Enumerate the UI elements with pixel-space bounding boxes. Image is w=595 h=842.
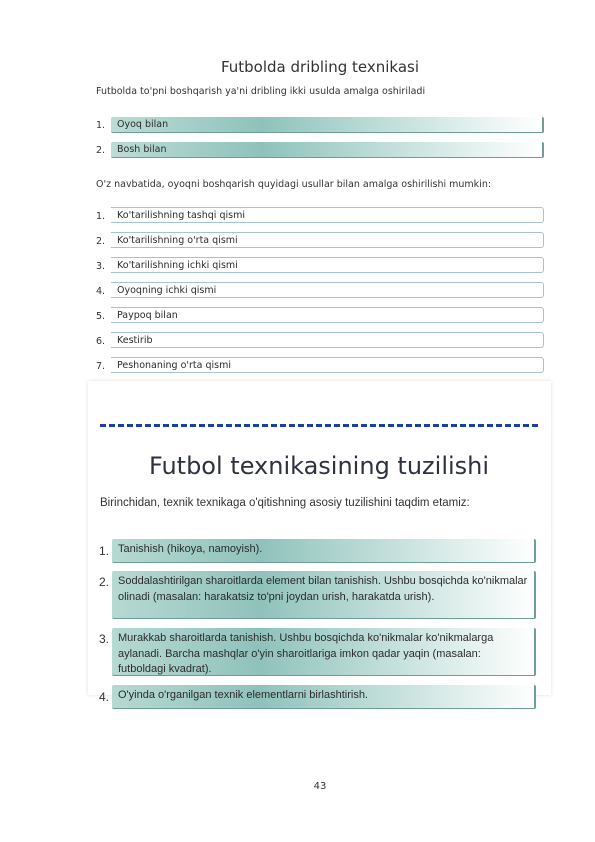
dashed-divider [100, 424, 538, 427]
list-item [111, 207, 544, 223]
list-item [111, 307, 544, 323]
list-item-label: Ko'tarilishning o'rta qismi [117, 234, 238, 246]
step-item [112, 628, 536, 676]
step-item [112, 571, 536, 619]
list-number: 5. [96, 311, 106, 322]
step-text: Soddalashtirilgan sharoitlarda element bilan tanishish. Ushbu bosqichda ko'nikmalar olinadi (masalan: harakatsiz to'pni joydan urish, harakatda urish). [118, 575, 528, 603]
step-text: Murakkab sharoitlarda tanishish. Ushbu bosqichda ko'nikmalar ko'nikmalarga aylanadi. Barcha mashqlar o'yin sharoitlariga imkon qadar yaqin (masalan: futboldagi kvadrat). [118, 632, 494, 675]
list-item [111, 282, 544, 298]
step-number: 3. [99, 632, 110, 646]
step-number: 2. [99, 575, 110, 589]
list-number: 1. [96, 211, 106, 222]
section-intro-2: O'z navbatida, oyoqni boshqarish quyidagi usullar bilan amalga oshirilishi mumkin: [96, 179, 492, 190]
step-item [112, 539, 536, 563]
step-item [112, 685, 536, 709]
list-item-label: Ko'tarilishning ichki qismi [117, 259, 238, 271]
list-number: 2. [96, 145, 106, 156]
step-text: Tanishish (hikoya, namoyish). [118, 543, 263, 555]
list-item [111, 357, 544, 373]
step-number: 1. [99, 544, 110, 558]
section-intro-3: Birinchidan, texnik texnikaga o'qitishning asosiy tuzilishini taqdim etamiz: [100, 497, 470, 509]
section-intro: Futbolda to'pni boshqarish ya'ni dribling ikki usulda amalga oshiriladi [96, 86, 426, 97]
section-title: Futbolda dribling texnikasi [220, 58, 420, 76]
list-number: 2. [96, 236, 106, 247]
list-item [111, 232, 544, 248]
list-item [111, 257, 544, 273]
list-number: 1. [96, 120, 106, 131]
page-number: 43 [313, 781, 327, 792]
list-item [111, 332, 544, 348]
list-item-label: Oyoqning ichki qismi [117, 284, 217, 296]
list-number: 3. [96, 261, 106, 272]
step-number: 4. [99, 690, 110, 704]
list-item-label: Ko'tarilishning tashqi qismi [117, 209, 245, 221]
list-item-label: Oyoq bilan [117, 119, 169, 130]
list-item [111, 117, 544, 133]
step-text: O'yinda o'rganilgan texnik elementlarni birlashtirish. [118, 689, 368, 701]
list-item-label: Paypoq bilan [117, 309, 178, 321]
list-item-label: Bosh bilan [117, 144, 167, 155]
list-number: 7. [96, 361, 106, 372]
list-number: 4. [96, 286, 106, 297]
list-number: 6. [96, 336, 106, 347]
list-item-label: Peshonaning o'rta qismi [117, 359, 231, 371]
list-item [111, 142, 544, 158]
list-item-label: Kestirib [117, 334, 153, 346]
section-title-2: Futbol texnikasining tuzilishi [148, 452, 490, 480]
